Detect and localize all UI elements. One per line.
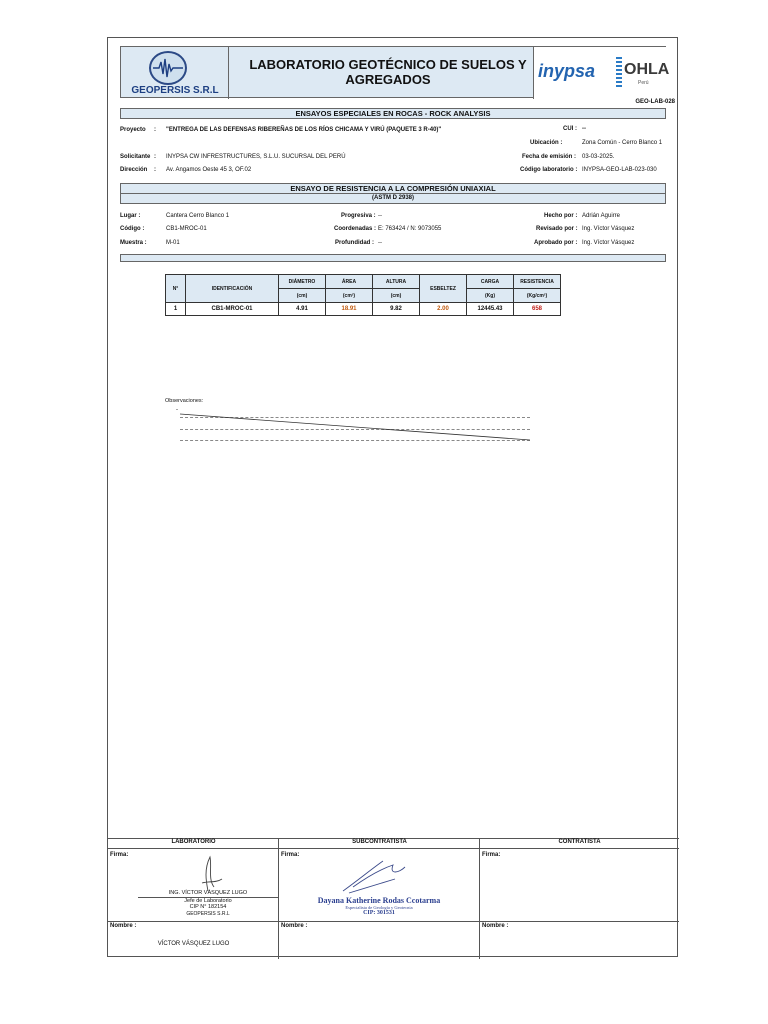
coordenadas-value: E: 763424 / N: 9073055 — [378, 226, 442, 232]
footer-divider — [108, 921, 679, 922]
header-cell: ALTURA — [373, 275, 420, 289]
unit-cell: (Kg/cm²) — [514, 289, 561, 303]
document-header — [120, 46, 670, 98]
colon: : — [154, 154, 156, 160]
document-title: LABORATORIO GEOTÉCNICO DE SUELOS Y AGREGADOS — [249, 57, 527, 87]
cell-number: 1 — [166, 303, 186, 316]
cell-identificacion: CB1-MROC-01 — [186, 303, 279, 316]
nombre-label-lab: Nombre : — [110, 923, 137, 929]
table-header-row — [166, 275, 561, 289]
observations-strike-line — [178, 412, 532, 442]
footer-title-laboratorio: LABORATORIO — [108, 839, 279, 849]
ucs-title: ENSAYO DE RESISTENCIA A LA COMPRESIÓN UNIAXIAL — [121, 184, 665, 194]
unit-cell: (cm²) — [326, 289, 373, 303]
logo-box — [121, 47, 229, 99]
fecha-label: Fecha de emisión : — [522, 154, 577, 160]
ubicacion-value: Zona Común - Cerro Blanco 1 — [582, 140, 663, 146]
proyecto-value: "ENTREGA DE LAS DEFENSAS RIBEREÑAS DE LOS RÍOS CHICAMA Y VIRÚ (PAQUETE 3 R-40)" — [166, 127, 442, 133]
lab-signature-icon — [178, 853, 238, 893]
header-cell: DIÁMETRO — [279, 275, 326, 289]
solicitante-label: Solicitante — [120, 154, 151, 160]
header-cell: RESISTENCIA — [514, 275, 561, 289]
table-row — [166, 303, 561, 316]
unit-cell: (Kg) — [467, 289, 514, 303]
direccion-label: Dirección — [120, 167, 148, 173]
ohla-logo: OHLA — [624, 61, 670, 78]
cell-area: 18.91 — [326, 303, 373, 316]
codigo-label: Código : — [120, 226, 145, 232]
results-table — [165, 274, 561, 316]
lugar-value: Cantera Cerro Blanco 1 — [166, 213, 230, 219]
section-title-rock-analysis: ENSAYOS ESPECIALES EN ROCAS - ROCK ANALYSIS — [120, 108, 666, 119]
lugar-label: Lugar : — [120, 213, 141, 219]
header-cell: IDENTIFICACIÓN — [186, 275, 279, 303]
section-title-ucs — [120, 183, 666, 204]
colon: : — [154, 167, 156, 173]
inypsa-logo: inypsa — [538, 61, 596, 81]
nombre-label-sub: Nombre : — [281, 923, 308, 929]
sub-role: Especialista de Geología y Geotecnia — [345, 905, 413, 910]
unit-cell: (cm) — [279, 289, 326, 303]
observations-bullet: - — [176, 407, 178, 413]
seismograph-icon — [151, 53, 185, 83]
aprobado-label: Aprobado por : — [534, 240, 578, 246]
progresiva-label: Progresiva : — [341, 213, 376, 219]
observations-label: Observaciones: — [165, 398, 204, 404]
codigo-lab-value: INYPSA-GEO-LAB-023-030 — [582, 167, 657, 173]
muestra-value: M-01 — [166, 240, 180, 246]
cell-resistencia: 658 — [514, 303, 561, 316]
cui-label: CUI : — [563, 126, 577, 132]
stamp-name: ING. VÍCTOR VÁSQUEZ LUGO — [138, 890, 278, 898]
revisado-label: Revisado por : — [536, 226, 578, 232]
cell-esbeltez: 2.00 — [420, 303, 467, 316]
header-cell: ESBELTEZ — [420, 275, 467, 303]
hecho-value: Adrián Aguirre — [582, 213, 621, 219]
ohla-logo-icon — [616, 57, 622, 87]
unit-cell: (cm) — [373, 289, 420, 303]
coordenadas-label: Coordenadas : — [334, 226, 377, 232]
fecha-value: 03-03-2025. — [582, 154, 615, 160]
colon: : — [154, 127, 156, 133]
header-cell: ÁREA — [326, 275, 373, 289]
lab-name: VÍCTOR VÁSQUEZ LUGO — [157, 941, 230, 947]
stamp-company: GEOPERSIS S.R.L — [186, 910, 230, 917]
cui-value: -- — [582, 126, 586, 132]
header-cell: CARGA — [467, 275, 514, 289]
proyecto-label: Proyecto — [120, 127, 146, 133]
muestra-label: Muestra : — [120, 240, 147, 246]
form-code: GEO-LAB-028 — [635, 99, 675, 105]
logo-text: GEOPERSIS S.R.L — [131, 85, 219, 96]
firma-label-lab: Firma: — [110, 852, 129, 858]
geopersis-logo-icon — [149, 51, 187, 85]
profundidad-value: -- — [378, 240, 382, 246]
signature-footer — [108, 838, 679, 958]
ucs-subtitle: (ASTM D 2938) — [371, 195, 414, 201]
nombre-label-con: Nombre : — [482, 923, 509, 929]
cell-carga: 12445.43 — [467, 303, 514, 316]
ubicacion-label: Ubicación : — [530, 140, 563, 146]
hecho-label: Hecho por : — [544, 213, 578, 219]
footer-title-contratista: CONTRATISTA — [480, 839, 679, 849]
ohla-peru-label: Perú — [638, 80, 649, 86]
cell-altura: 9.82 — [373, 303, 420, 316]
sub-cip: CIP: 301531 — [363, 910, 395, 916]
codigo-lab-label: Código laboratorio : — [520, 167, 578, 173]
profundidad-label: Profundidad : — [335, 240, 374, 246]
header-cell: N° — [166, 275, 186, 303]
progresiva-value: -- — [378, 213, 382, 219]
footer-title-subcontratista: SUBCONTRATISTA — [279, 839, 480, 849]
stamp-role: Jefe de Laboratorio — [184, 897, 232, 904]
brand-box — [533, 47, 670, 99]
direccion-value: Av. Angamos Oeste 45 3, OF.02 — [166, 167, 252, 173]
sub-signature-icon — [333, 857, 413, 895]
revisado-value: Ing. Víctor Vásquez — [582, 226, 635, 232]
cell-diametro: 4.91 — [279, 303, 326, 316]
solicitante-value: INYPSA CW INFRESTRUCTURES, S.L.U. SUCURSAL DEL PERÚ — [166, 154, 346, 160]
firma-label-con: Firma: — [482, 852, 501, 858]
lab-stamp — [138, 890, 278, 917]
aprobado-value: Ing. Víctor Vásquez — [582, 240, 635, 246]
codigo-value: CB1-MROC-01 — [166, 226, 207, 232]
stamp-cip: CIP N° 182154 — [189, 904, 227, 910]
document-sheet — [107, 37, 678, 957]
sub-name: Dayana Katherine Rodas Ccotarma — [317, 896, 441, 905]
sub-stamp — [304, 896, 454, 916]
section-divider-band — [120, 254, 666, 262]
firma-label-sub: Firma: — [281, 852, 300, 858]
